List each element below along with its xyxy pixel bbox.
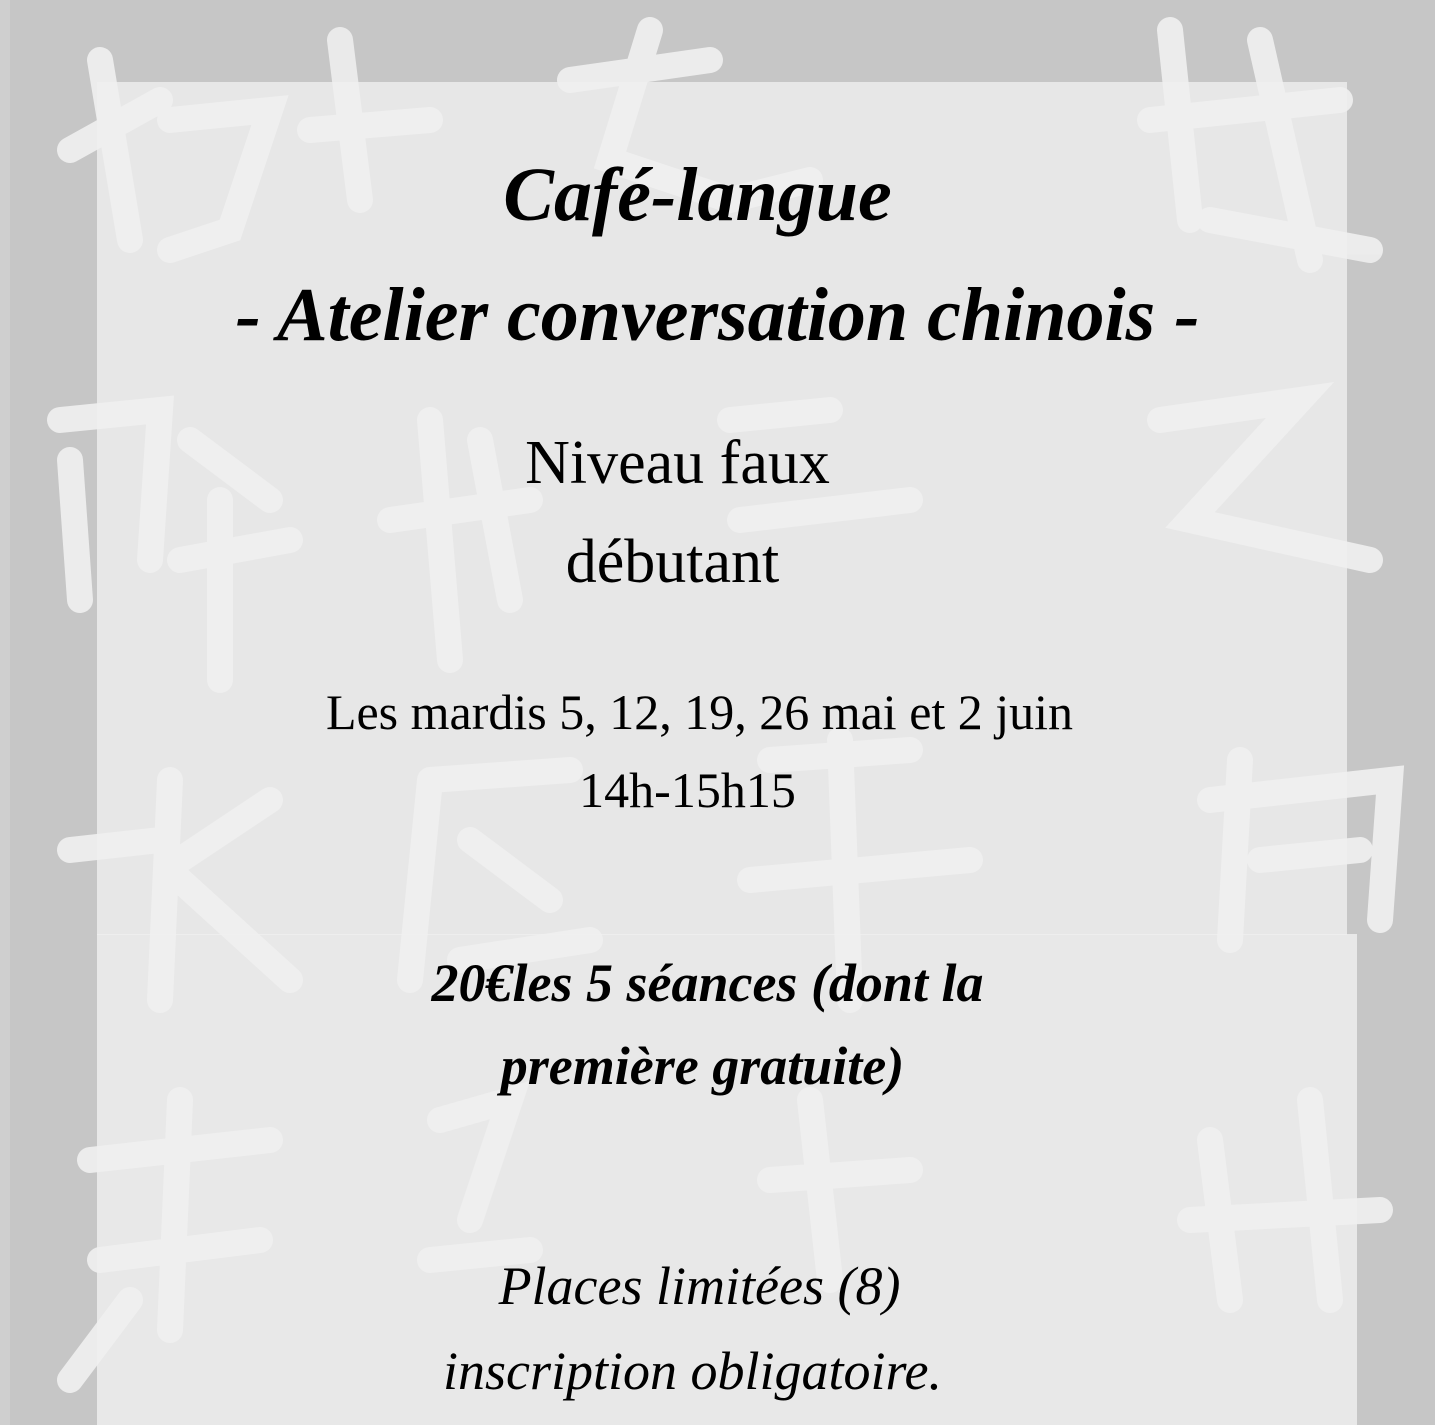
poster-title: Café-langue — [503, 153, 892, 237]
level-line-1: Niveau faux — [525, 429, 830, 497]
price-line-2: première gratuite) — [500, 1036, 905, 1096]
price-line-1: 20€les 5 séances (dont la — [431, 953, 984, 1013]
session-dates: Les mardis 5, 12, 19, 26 mai et 2 juin — [325, 684, 1074, 740]
poster-subtitle: - Atelier conversation chinois - — [235, 273, 1200, 357]
places-line-2: inscription obligatoire. — [443, 1341, 942, 1401]
places-line-1: Places limitées (8) — [498, 1256, 901, 1316]
level-line-2: débutant — [565, 528, 780, 596]
session-time: 14h-15h15 — [579, 762, 796, 818]
